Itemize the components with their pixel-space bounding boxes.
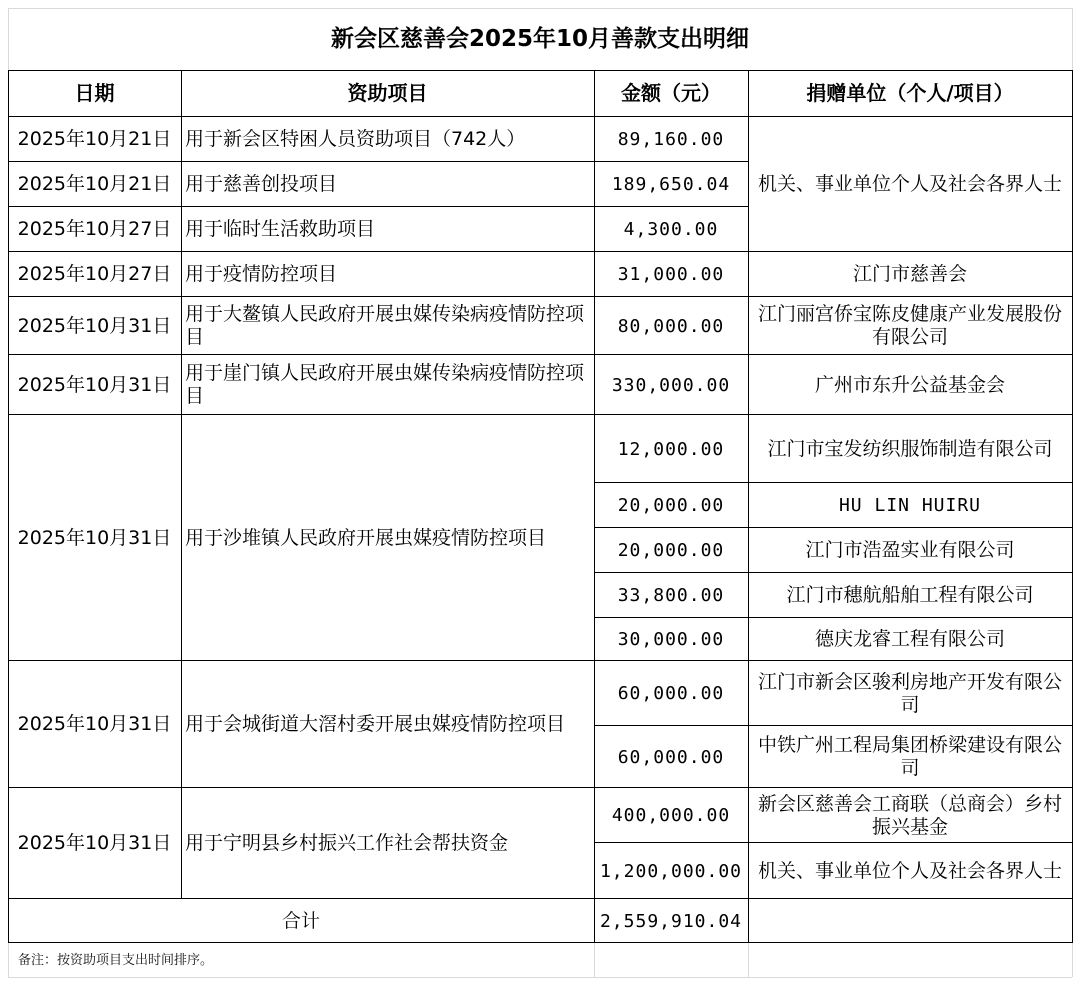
- row-donor: 广州市东升公益基金会: [814, 373, 1005, 396]
- table-border: [8, 206, 748, 207]
- row-amount: 330,000.00: [611, 374, 731, 396]
- row-donor: 机关、事业单位个人及社会各界人士: [757, 859, 1062, 882]
- row-project: 用于会城街道大滘村委开展虫媒疫情防控项目: [185, 713, 566, 735]
- header-date: 日期: [74, 81, 115, 105]
- row-donor: 江门市宝发纺织服饰制造有限公司: [767, 437, 1053, 460]
- table-border: [594, 482, 1073, 483]
- table-border: [8, 70, 9, 943]
- row-amount: 60,000.00: [617, 683, 725, 704]
- table-border: [1072, 70, 1073, 943]
- table-border: [594, 527, 1073, 528]
- row-amount: 12,000.00: [617, 438, 725, 460]
- table-border: [8, 898, 1073, 899]
- row-amount: 20,000.00: [617, 495, 725, 516]
- row-date: 2025年10月27日: [17, 218, 172, 240]
- header-project: 资助项目: [347, 81, 428, 105]
- grid-line: [8, 977, 1072, 978]
- row-project: 用于崖门镇人民政府开展虫媒传染病疫情防控项目: [185, 362, 585, 407]
- row-donor: 新会区慈善会工商联（总商会）乡村振兴基金: [757, 792, 1062, 838]
- row-donor: 江门丽宫侨宝陈皮健康产业发展股份有限公司: [757, 303, 1062, 348]
- row-date: 2025年10月31日: [17, 713, 172, 735]
- row-amount: 30,000.00: [617, 629, 725, 650]
- table-border: [594, 70, 595, 943]
- row-donor: 江门市新会区骏利房地产开发有限公司: [757, 670, 1062, 716]
- table-border: [594, 842, 1073, 843]
- total-amount: 2,559,910.04: [599, 910, 743, 932]
- row-donor: 中铁广州工程局集团桥梁建设有限公司: [757, 734, 1062, 779]
- row-donor: 德庆龙睿工程有限公司: [814, 628, 1005, 650]
- footnote: 备注：按资助项目支出时间排序。: [18, 952, 214, 968]
- table-border: [8, 942, 1073, 943]
- table-border: [8, 354, 1073, 355]
- row-amount: 189,650.04: [611, 174, 731, 195]
- row-date: 2025年10月27日: [17, 263, 172, 285]
- row-date: 2025年10月31日: [17, 526, 172, 549]
- table-border: [8, 70, 1073, 71]
- row-amount: 31,000.00: [617, 264, 725, 285]
- table-border: [594, 725, 1073, 726]
- row-amount: 33,800.00: [617, 585, 725, 606]
- row-project: 用于慈善创投项目: [185, 173, 338, 195]
- grid-line: [748, 943, 749, 977]
- row-donor: 江门市慈善会: [852, 263, 967, 285]
- total-label: 合计: [281, 909, 320, 932]
- table-border: [8, 660, 1073, 661]
- row-date: 2025年10月31日: [17, 373, 172, 396]
- row-project: 用于疫情防控项目: [185, 263, 338, 285]
- table-border: [8, 251, 1073, 252]
- table-border: [594, 572, 1073, 573]
- header-amount: 金额（元）: [621, 81, 721, 105]
- row-amount: 400,000.00: [611, 805, 731, 826]
- table-border: [748, 70, 749, 943]
- header-donor: 捐赠单位（个人/项目）: [806, 81, 1014, 105]
- table-border: [594, 617, 1073, 618]
- row-project: 用于临时生活救助项目: [185, 218, 376, 240]
- page-title: 新会区慈善会2025年10月善款支出明细: [330, 25, 750, 52]
- row-project: 用于沙堆镇人民政府开展虫媒疫情防控项目: [185, 526, 547, 549]
- row-amount: 60,000.00: [617, 746, 725, 768]
- row-date: 2025年10月21日: [17, 128, 172, 150]
- table-border: [8, 296, 1073, 297]
- table-border: [181, 70, 182, 899]
- row-date: 2025年10月21日: [17, 173, 172, 195]
- row-donor: 江门市浩盈实业有限公司: [805, 539, 1015, 561]
- table-border: [8, 787, 1073, 788]
- grid-line: [594, 943, 595, 977]
- row-date: 2025年10月31日: [17, 832, 172, 854]
- row-project: 用于宁明县乡村振兴工作社会帮扶资金: [185, 832, 509, 854]
- row-donor: HU LIN HUIRU: [838, 495, 982, 516]
- row-date: 2025年10月31日: [17, 314, 172, 337]
- table-border: [8, 161, 748, 162]
- row-amount: 20,000.00: [617, 540, 725, 561]
- row-amount: 4,300.00: [623, 219, 719, 240]
- row-donor: 机关、事业单位个人及社会各界人士: [757, 173, 1062, 195]
- row-amount: 89,160.00: [617, 129, 725, 150]
- row-project: 用于新会区特困人员资助项目（742人）: [185, 128, 526, 150]
- row-donor: 江门市穗航船舶工程有限公司: [786, 584, 1034, 606]
- row-project: 用于大鳌镇人民政府开展虫媒传染病疫情防控项目: [185, 303, 585, 348]
- table-border: [8, 116, 1073, 117]
- row-amount: 1,200,000.00: [599, 860, 743, 882]
- row-amount: 80,000.00: [617, 315, 725, 337]
- table-border: [8, 414, 1073, 415]
